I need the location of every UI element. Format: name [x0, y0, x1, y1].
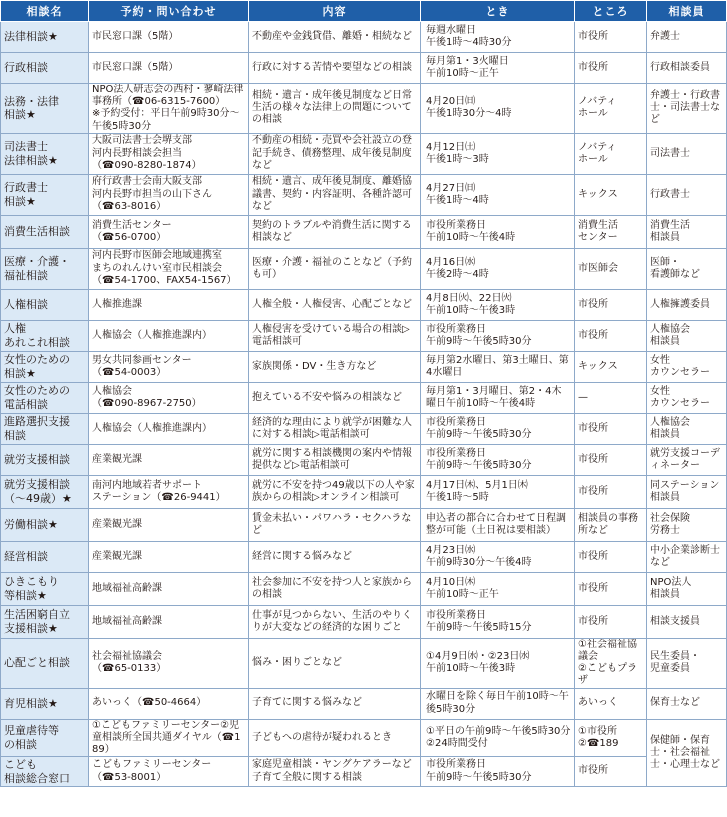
- table-row: [1, 688, 727, 719]
- consultation-name-cell: 進路選択支援 相談: [1, 413, 89, 444]
- table-row: [1, 572, 727, 605]
- consultation-content-cell: 契約のトラブルや消費生活に関する相談など: [249, 215, 421, 248]
- location-cell: 市役所: [575, 475, 647, 508]
- contact-info-cell: 人権協会（人権推進課内）: [89, 413, 249, 444]
- consultation-content-cell: 経営に関する悩みなど: [249, 541, 421, 572]
- counselor-cell: 社会保険 労務士: [647, 508, 727, 541]
- schedule-cell: 4月20日㈰ 午後1時30分〜4時: [421, 84, 575, 134]
- consultation-name-cell: 女性のための 相談★: [1, 351, 89, 382]
- counselor-cell: 弁護士・行政書士・司法書士など: [647, 84, 727, 134]
- consultation-content-cell: 経済的な理由により就学が困難な人に対する相談▷電話相談可: [249, 413, 421, 444]
- schedule-cell: 申込者の都合に合わせて日程調整が可能（土日祝は要相談）: [421, 508, 575, 541]
- consultation-content-cell: 子どもへの虐待が疑われるとき: [249, 719, 421, 757]
- consultation-content-cell: 不動産や金銭貸借、離婚・相続など: [249, 22, 421, 53]
- schedule-cell: ①平日の午前9時〜午後5時30分②24時間受付: [421, 719, 575, 757]
- table-row: [1, 320, 727, 351]
- counselor-cell: 保育士など: [647, 688, 727, 719]
- schedule-cell: 毎月第2水曜日、第3土曜日、第4水曜日: [421, 351, 575, 382]
- consultation-name-cell: ひきこもり 等相談★: [1, 572, 89, 605]
- contact-info-cell: 男女共同参画センター （☎54-0003）: [89, 351, 249, 382]
- header-where: ところ: [575, 1, 647, 22]
- contact-info-cell: 社会福祉協議会 （☎65-0133）: [89, 638, 249, 688]
- consultation-name-cell: 法律相談★: [1, 22, 89, 53]
- location-cell: 市役所: [575, 572, 647, 605]
- table-row: [1, 133, 727, 174]
- contact-info-cell: 人権協会（人権推進課内）: [89, 320, 249, 351]
- schedule-cell: 市役所業務日 午前9時〜午後5時30分: [421, 413, 575, 444]
- schedule-cell: 4月10日㈭ 午前10時〜正午: [421, 572, 575, 605]
- consultation-content-cell: 不動産の相続・売買や会社設立の登記手続き、債務整理、成年後見制度など: [249, 133, 421, 174]
- header-content: 内容: [249, 1, 421, 22]
- schedule-cell: 4月16日㈬ 午後2時〜4時: [421, 248, 575, 289]
- consultation-name-cell: 労働相談★: [1, 508, 89, 541]
- contact-info-cell: 地域福祉高齢課: [89, 605, 249, 638]
- location-cell: 市役所: [575, 413, 647, 444]
- schedule-cell: 市役所業務日 午前9時〜午後5時30分: [421, 320, 575, 351]
- contact-info-cell: 産業観光課: [89, 444, 249, 475]
- contact-info-cell: 市民窓口課（5階）: [89, 22, 249, 53]
- counselor-cell: 同ステーション 相談員: [647, 475, 727, 508]
- consultation-name-cell: 生活困窮自立 支援相談★: [1, 605, 89, 638]
- counselor-cell: 相談支援員: [647, 605, 727, 638]
- counselor-cell: 女性 カウンセラー: [647, 351, 727, 382]
- contact-info-cell: こどもファミリーセンター （☎53-8001）: [89, 757, 249, 787]
- table-row: [1, 757, 727, 787]
- consultation-name-cell: 女性のための 電話相談: [1, 382, 89, 413]
- location-cell: キックス: [575, 174, 647, 215]
- table-row: [1, 475, 727, 508]
- header-counselor: 相談員: [647, 1, 727, 22]
- counselor-cell: 司法書士: [647, 133, 727, 174]
- consultation-name-cell: 就労支援相談 （〜49歳）★: [1, 475, 89, 508]
- schedule-cell: 毎月第1・3月曜日、第2・4木曜日午前10時〜午後4時: [421, 382, 575, 413]
- schedule-cell: 4月27日㈰ 午後1時〜4時: [421, 174, 575, 215]
- consultation-content-cell: 人権全般・人権侵害、心配ごとなど: [249, 289, 421, 320]
- consultation-content-cell: 行政に対する苦情や要望などの相談: [249, 53, 421, 84]
- table-row: [1, 638, 727, 688]
- location-cell: 市役所: [575, 605, 647, 638]
- location-cell: 市医師会: [575, 248, 647, 289]
- counselor-cell: 就労支援コーディネーター: [647, 444, 727, 475]
- counselor-cell: 中小企業診断士など: [647, 541, 727, 572]
- consultation-content-cell: 子育てに関する悩みなど: [249, 688, 421, 719]
- consultation-name-cell: 育児相談★: [1, 688, 89, 719]
- contact-info-cell: 大阪司法書士会堺支部 河内長野相談会担当 （☎090-8280-1874）: [89, 133, 249, 174]
- consultation-content-cell: 抱えている不安や悩みの相談など: [249, 382, 421, 413]
- consultation-name-cell: 人権 あれこれ相談: [1, 320, 89, 351]
- table-row: [1, 53, 727, 84]
- contact-info-cell: 人権推進課: [89, 289, 249, 320]
- consultation-content-cell: 賃金未払い・パワハラ・セクハラなど: [249, 508, 421, 541]
- contact-info-cell: 消費生活センター （☎56-0700）: [89, 215, 249, 248]
- location-cell: あいっく: [575, 688, 647, 719]
- schedule-cell: 毎週水曜日 午後1時〜4時30分: [421, 22, 575, 53]
- counselor-cell: 保健師・保育士・社会福祉士・心理士など: [647, 719, 727, 787]
- consultation-content-cell: 医療・介護・福祉のことなど（予約も可）: [249, 248, 421, 289]
- contact-info-cell: 河内長野市医師会地域連携室 まちのれんけい室市民相談会 （☎54-1700、FAX54-1567）: [89, 248, 249, 289]
- location-cell: 市役所: [575, 22, 647, 53]
- table-row: [1, 84, 727, 134]
- consultation-content-cell: 相続・遺言・成年後見制度など日常生活の様々な法律上の問題についての相談: [249, 84, 421, 134]
- header-contact: 予約・問い合わせ: [89, 1, 249, 22]
- location-cell: キックス: [575, 351, 647, 382]
- contact-info-cell: 市民窓口課（5階）: [89, 53, 249, 84]
- contact-info-cell: 産業観光課: [89, 508, 249, 541]
- consultation-name-cell: 人権相談: [1, 289, 89, 320]
- location-cell: 市役所: [575, 289, 647, 320]
- consultation-name-cell: 行政書士 相談★: [1, 174, 89, 215]
- contact-info-cell: 南河内地域若者サポート ステーション（☎26-9441）: [89, 475, 249, 508]
- schedule-cell: 水曜日を除く毎日午前10時〜午後5時30分: [421, 688, 575, 719]
- location-cell: 市役所: [575, 757, 647, 787]
- contact-info-cell: 地域福祉高齢課: [89, 572, 249, 605]
- location-cell: 市役所: [575, 444, 647, 475]
- counselor-cell: 行政書士: [647, 174, 727, 215]
- consultation-name-cell: こども 相談総合窓口: [1, 757, 89, 787]
- schedule-cell: 市役所業務日 午前10時〜午後4時: [421, 215, 575, 248]
- header-when: とき: [421, 1, 575, 22]
- consultation-content-cell: 悩み・困りごとなど: [249, 638, 421, 688]
- table-row: [1, 215, 727, 248]
- table-header-row: [1, 1, 727, 22]
- contact-info-cell: ①こどもファミリーセンター②児童相談所全国共通ダイヤル（☎189）: [89, 719, 249, 757]
- header-name: 相談名: [1, 1, 89, 22]
- table-row: [1, 508, 727, 541]
- counselor-cell: 人権協会 相談員: [647, 320, 727, 351]
- consultation-name-cell: 児童虐待等 の相談: [1, 719, 89, 757]
- location-cell: 市役所: [575, 320, 647, 351]
- contact-info-cell: 人権協会 （☎090-8967-2750）: [89, 382, 249, 413]
- location-cell: ①社会福祉協議会 ②こどもプラザ: [575, 638, 647, 688]
- consultation-name-cell: 法務・法律 相談★: [1, 84, 89, 134]
- contact-info-cell: あいっく（☎50-4664）: [89, 688, 249, 719]
- consultation-content-cell: 就労に関する相談機関の案内や情報提供など▷電話相談可: [249, 444, 421, 475]
- table-row: [1, 605, 727, 638]
- consultation-name-cell: 就労支援相談: [1, 444, 89, 475]
- table-row: [1, 413, 727, 444]
- consultation-content-cell: 相続・遺言、成年後見制度、離婚協議書、契約・内容証明、各種許認可など: [249, 174, 421, 215]
- schedule-cell: 市役所業務日 午前9時〜午後5時30分: [421, 757, 575, 787]
- schedule-cell: 4月12日㈯ 午後1時〜3時: [421, 133, 575, 174]
- schedule-cell: 4月17日㈭、5月1日㈭ 午後1時〜5時: [421, 475, 575, 508]
- location-cell: —: [575, 382, 647, 413]
- schedule-cell: ①4月9日㈬・②23日㈬ 午前10時〜午後3時: [421, 638, 575, 688]
- location-cell: ノバティ ホール: [575, 84, 647, 134]
- consultation-content-cell: 家庭児童相談・ヤングケアラーなど子育て全般に関する相談: [249, 757, 421, 787]
- counselor-cell: 消費生活 相談員: [647, 215, 727, 248]
- schedule-cell: 4月8日㈫、22日㈫ 午前10時〜午後3時: [421, 289, 575, 320]
- schedule-cell: 4月23日㈬ 午前9時30分〜午後4時: [421, 541, 575, 572]
- table-row: [1, 719, 727, 757]
- counselor-cell: NPO法人 相談員: [647, 572, 727, 605]
- counselor-cell: 行政相談委員: [647, 53, 727, 84]
- location-cell: 消費生活 センター: [575, 215, 647, 248]
- consultation-name-cell: 医療・介護・ 福祉相談: [1, 248, 89, 289]
- location-cell: 市役所: [575, 53, 647, 84]
- counselor-cell: 女性 カウンセラー: [647, 382, 727, 413]
- contact-info-cell: NPO法人研志会の西村・蓼崎法律事務所（☎06-6315-7600） ※予約受付：平日午前9時30分〜午後5時30分: [89, 84, 249, 134]
- schedule-cell: 市役所業務日 午前9時〜午後5時15分: [421, 605, 575, 638]
- consultation-name-cell: 経営相談: [1, 541, 89, 572]
- location-cell: ①市役所 ②☎189: [575, 719, 647, 757]
- consultation-name-cell: 消費生活相談: [1, 215, 89, 248]
- consultation-content-cell: 社会参加に不安を持つ人と家族からの相談: [249, 572, 421, 605]
- schedule-cell: 市役所業務日 午前9時〜午後5時30分: [421, 444, 575, 475]
- location-cell: ノバティ ホール: [575, 133, 647, 174]
- contact-info-cell: 府行政書士会南大阪支部 河内長野市担当の山下さん （☎63-8016）: [89, 174, 249, 215]
- table-row: [1, 174, 727, 215]
- counselor-cell: 人権擁護委員: [647, 289, 727, 320]
- table-row: [1, 289, 727, 320]
- consultation-content-cell: 就労に不安を持つ49歳以下の人や家族からの相談▷オンライン相談可: [249, 475, 421, 508]
- consultation-name-cell: 行政相談: [1, 53, 89, 84]
- table-row: [1, 22, 727, 53]
- location-cell: 市役所: [575, 541, 647, 572]
- consultation-name-cell: 心配ごと相談: [1, 638, 89, 688]
- counselor-cell: 民生委員・ 児童委員: [647, 638, 727, 688]
- consultation-content-cell: 仕事が見つからない、生活のやりくりが大変などの経済的な困りごと: [249, 605, 421, 638]
- table-row: [1, 444, 727, 475]
- counselor-cell: 人権協会 相談員: [647, 413, 727, 444]
- table-row: [1, 351, 727, 382]
- schedule-cell: 毎月第1・3火曜日 午前10時〜正午: [421, 53, 575, 84]
- table-row: [1, 382, 727, 413]
- table-row: [1, 248, 727, 289]
- table-row: [1, 541, 727, 572]
- counselor-cell: 医師・ 看護師など: [647, 248, 727, 289]
- counselor-cell: 弁護士: [647, 22, 727, 53]
- consultation-content-cell: 家族関係・DV・生き方など: [249, 351, 421, 382]
- location-cell: 相談員の事務所など: [575, 508, 647, 541]
- consultation-name-cell: 司法書士 法律相談★: [1, 133, 89, 174]
- consultation-content-cell: 人権侵害を受けている場合の相談▷電話相談可: [249, 320, 421, 351]
- contact-info-cell: 産業観光課: [89, 541, 249, 572]
